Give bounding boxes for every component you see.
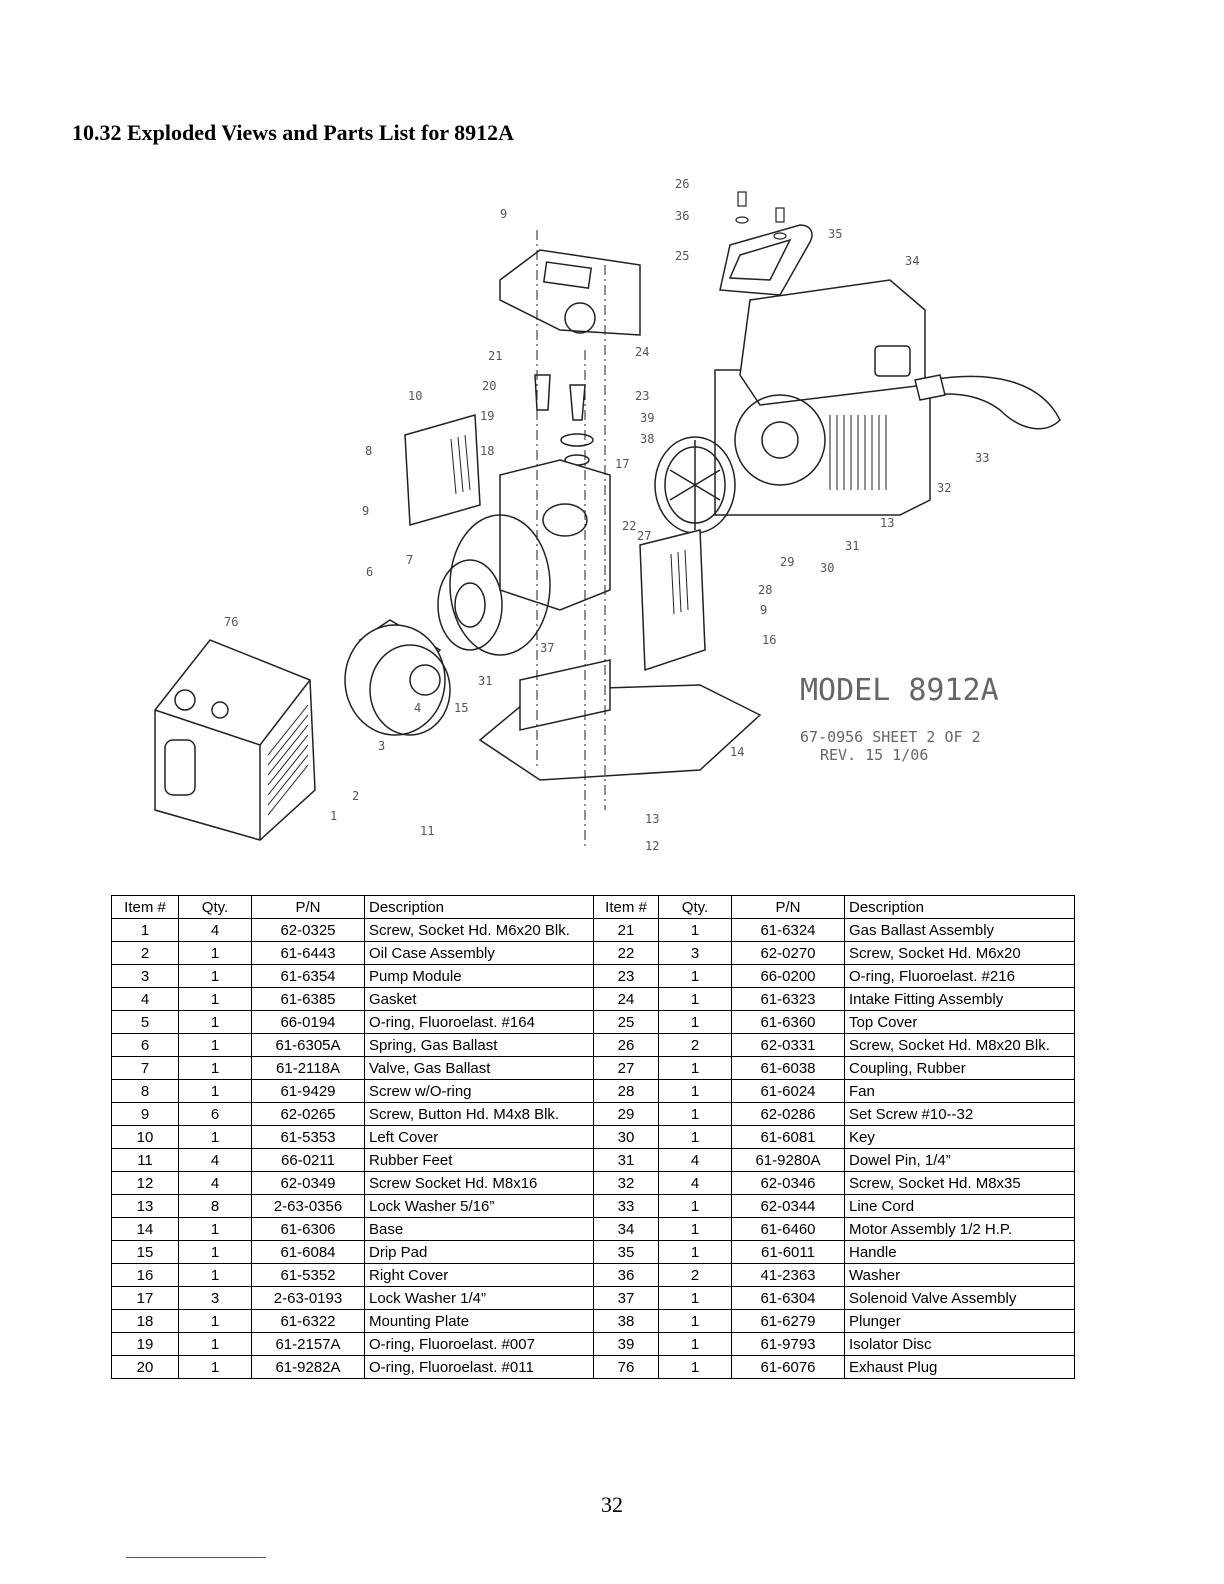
table-cell: Solenoid Valve Assembly (845, 1287, 1075, 1310)
callout: 26 (675, 177, 690, 191)
table-cell: 61-6354 (252, 965, 365, 988)
table-cell: 1 (179, 1264, 252, 1287)
table-cell: Oil Case Assembly (365, 942, 594, 965)
table-cell: 61-6024 (732, 1080, 845, 1103)
callout: 22 (622, 519, 637, 533)
callout: 27 (637, 529, 652, 543)
table-cell: 2-63-0356 (252, 1195, 365, 1218)
table-cell: 1 (659, 1057, 732, 1080)
table-cell: 20 (112, 1356, 179, 1379)
table-cell: 1 (659, 1287, 732, 1310)
table-cell: 62-0344 (732, 1195, 845, 1218)
table-cell: Gas Ballast Assembly (845, 919, 1075, 942)
table-cell: 9 (112, 1103, 179, 1126)
table-cell: 1 (659, 1103, 732, 1126)
table-cell: 76 (594, 1356, 659, 1379)
table-cell: 61-6460 (732, 1218, 845, 1241)
table-cell: 66-0200 (732, 965, 845, 988)
table-cell: 1 (179, 1333, 252, 1356)
column-header: P/N (252, 896, 365, 919)
callout: 35 (828, 227, 843, 241)
right-cover (640, 530, 705, 670)
table-cell: 62-0349 (252, 1172, 365, 1195)
table-cell: 61-6305A (252, 1034, 365, 1057)
oil-case (155, 640, 315, 840)
exploded-view-drawing (140, 170, 1090, 870)
table-cell: O-ring, Fluoroelast. #164 (365, 1011, 594, 1034)
table-cell: Screw Socket Hd. M8x16 (365, 1172, 594, 1195)
table-cell: 62-0346 (732, 1172, 845, 1195)
table-cell: Screw, Button Hd. M4x8 Blk. (365, 1103, 594, 1126)
callout: 18 (480, 444, 495, 458)
table-cell: Line Cord (845, 1195, 1075, 1218)
table-cell: 41-2363 (732, 1264, 845, 1287)
callout: 30 (820, 561, 835, 575)
table-cell: 61-6324 (732, 919, 845, 942)
table-cell: 29 (594, 1103, 659, 1126)
callout: 1 (330, 809, 338, 823)
callout: 12 (645, 839, 660, 853)
table-cell: 66-0211 (252, 1149, 365, 1172)
table-cell: 62-0325 (252, 919, 365, 942)
table-row (112, 1287, 1075, 1310)
table-cell: 7 (112, 1057, 179, 1080)
table-cell: 27 (594, 1057, 659, 1080)
table-cell: Screw, Socket Hd. M6x20 (845, 942, 1075, 965)
callout: 25 (675, 249, 690, 263)
table-header-row (112, 896, 1075, 919)
table-cell: 1 (179, 1034, 252, 1057)
table-row (112, 1126, 1075, 1149)
table-cell: Spring, Gas Ballast (365, 1034, 594, 1057)
table-cell: 62-0270 (732, 942, 845, 965)
callout: 13 (880, 516, 895, 530)
table-cell: 61-6306 (252, 1218, 365, 1241)
table-cell: 1 (179, 1241, 252, 1264)
table-row (112, 1080, 1075, 1103)
table-cell: 21 (594, 919, 659, 942)
table-cell: 3 (659, 942, 732, 965)
table-cell: 34 (594, 1218, 659, 1241)
table-cell: 37 (594, 1287, 659, 1310)
table-cell: Key (845, 1126, 1075, 1149)
table-row (112, 942, 1075, 965)
table-cell: 61-6323 (732, 988, 845, 1011)
table-cell: 11 (112, 1149, 179, 1172)
table-cell: 62-0331 (732, 1034, 845, 1057)
table-cell: 61-6081 (732, 1126, 845, 1149)
table-cell: 33 (594, 1195, 659, 1218)
table-cell: 2 (659, 1034, 732, 1057)
table-row (112, 1356, 1075, 1379)
callout: 4 (414, 701, 422, 715)
callout: 9 (500, 207, 508, 221)
table-cell: 61-6385 (252, 988, 365, 1011)
table-cell: 5 (112, 1011, 179, 1034)
table-row (112, 1057, 1075, 1080)
table-cell: Gasket (365, 988, 594, 1011)
callout: 37 (540, 641, 555, 655)
table-cell: Coupling, Rubber (845, 1057, 1075, 1080)
table-cell: 1 (179, 942, 252, 965)
callout: 39 (640, 411, 655, 425)
table-cell: 8 (179, 1195, 252, 1218)
table-cell: 2 (659, 1264, 732, 1287)
model-label: MODEL 8912A (800, 673, 999, 708)
table-cell: Set Screw #10--32 (845, 1103, 1075, 1126)
table-cell: 3 (179, 1287, 252, 1310)
table-cell: 4 (179, 1149, 252, 1172)
table-row (112, 1011, 1075, 1034)
table-row (112, 1218, 1075, 1241)
table-cell: 1 (659, 965, 732, 988)
table-cell: 13 (112, 1195, 179, 1218)
table-cell: 61-5352 (252, 1264, 365, 1287)
table-cell: 61-6011 (732, 1241, 845, 1264)
table-cell: 62-0286 (732, 1103, 845, 1126)
column-header: Qty. (659, 896, 732, 919)
table-cell: 1 (179, 1310, 252, 1333)
left-cover (405, 415, 480, 525)
table-cell: 16 (112, 1264, 179, 1287)
table-cell: 61-2157A (252, 1333, 365, 1356)
table-cell: Right Cover (365, 1264, 594, 1287)
table-cell: 23 (594, 965, 659, 988)
callout: 13 (645, 812, 660, 826)
callout: 9 (362, 504, 370, 518)
table-row (112, 1195, 1075, 1218)
table-cell: Fan (845, 1080, 1075, 1103)
table-cell: 14 (112, 1218, 179, 1241)
callout: 34 (905, 254, 920, 268)
table-cell: 1 (659, 1241, 732, 1264)
table-row (112, 1103, 1075, 1126)
column-header: P/N (732, 896, 845, 919)
table-cell: O-ring, Fluoroelast. #007 (365, 1333, 594, 1356)
exploded-view-diagram (140, 170, 1090, 870)
table-row (112, 1333, 1075, 1356)
table-cell: 61-2118A (252, 1057, 365, 1080)
callout: 8 (365, 444, 373, 458)
table-cell: 61-9280A (732, 1149, 845, 1172)
table-cell: Pump Module (365, 965, 594, 988)
motor-assembly (715, 280, 1060, 515)
table-cell: 1 (659, 1011, 732, 1034)
callout: 31 (845, 539, 860, 553)
table-cell: 17 (112, 1287, 179, 1310)
table-cell: Screw, Socket Hd. M6x20 Blk. (365, 919, 594, 942)
table-cell: 61-6322 (252, 1310, 365, 1333)
table-cell: 66-0194 (252, 1011, 365, 1034)
callout: 11 (420, 824, 435, 838)
table-cell: 1 (659, 1126, 732, 1149)
table-cell: 25 (594, 1011, 659, 1034)
table-cell: 1 (659, 1080, 732, 1103)
page-number: 32 (601, 1492, 623, 1517)
table-cell: 31 (594, 1149, 659, 1172)
table-cell: Lock Washer 1/4” (365, 1287, 594, 1310)
table-cell: 18 (112, 1310, 179, 1333)
table-cell: Isolator Disc (845, 1333, 1075, 1356)
table-row (112, 1264, 1075, 1287)
callout: 24 (635, 345, 650, 359)
table-cell: Base (365, 1218, 594, 1241)
table-cell: 61-6279 (732, 1310, 845, 1333)
table-cell: Top Cover (845, 1011, 1075, 1034)
callout: 16 (762, 633, 777, 647)
table-cell: 1 (179, 988, 252, 1011)
table-cell: 19 (112, 1333, 179, 1356)
table-cell: Screw, Socket Hd. M8x20 Blk. (845, 1034, 1075, 1057)
table-cell: 4 (659, 1149, 732, 1172)
table-cell: 1 (659, 1218, 732, 1241)
table-cell: 22 (594, 942, 659, 965)
table-cell: 61-6084 (252, 1241, 365, 1264)
table-cell: 3 (112, 965, 179, 988)
gasket (438, 560, 502, 650)
table-cell: 1 (179, 1218, 252, 1241)
table-cell: 61-6443 (252, 942, 365, 965)
table-cell: Exhaust Plug (845, 1356, 1075, 1379)
table-cell: 8 (112, 1080, 179, 1103)
table-cell: 1 (179, 1080, 252, 1103)
callout: 76 (224, 615, 239, 629)
table-cell: 1 (659, 988, 732, 1011)
table-cell: Drip Pad (365, 1241, 594, 1264)
callout: 7 (406, 553, 414, 567)
table-cell: Lock Washer 5/16” (365, 1195, 594, 1218)
table-cell: 2-63-0193 (252, 1287, 365, 1310)
table-cell: 61-6076 (732, 1356, 845, 1379)
table-cell: 62-0265 (252, 1103, 365, 1126)
table-row (112, 1241, 1075, 1264)
table-cell: 39 (594, 1333, 659, 1356)
page-title: 10.32 Exploded Views and Parts List for 8912A (72, 120, 515, 145)
table-cell: Mounting Plate (365, 1310, 594, 1333)
table-cell: 24 (594, 988, 659, 1011)
table-cell: 36 (594, 1264, 659, 1287)
table-cell: 1 (179, 1011, 252, 1034)
table-cell: 1 (659, 1195, 732, 1218)
table-cell: 1 (112, 919, 179, 942)
column-header: Item # (112, 896, 179, 919)
callout: 19 (480, 409, 495, 423)
table-cell: 26 (594, 1034, 659, 1057)
callout: 31 (478, 674, 493, 688)
table-cell: 61-9429 (252, 1080, 365, 1103)
table-cell: Screw, Socket Hd. M8x35 (845, 1172, 1075, 1195)
column-header: Description (365, 896, 594, 919)
callout: 21 (488, 349, 503, 363)
table-cell: 1 (179, 1126, 252, 1149)
callout: 14 (730, 745, 745, 759)
table-cell: O-ring, Fluoroelast. #216 (845, 965, 1075, 988)
pump-cylinder (345, 620, 450, 735)
table-row (112, 965, 1075, 988)
table-cell: Left Cover (365, 1126, 594, 1149)
callout: 23 (635, 389, 650, 403)
parts-list-table (111, 895, 1075, 1379)
table-row (112, 919, 1075, 942)
table-cell: 15 (112, 1241, 179, 1264)
table-cell: 1 (179, 1057, 252, 1080)
table-cell: 1 (659, 1310, 732, 1333)
table-cell: 38 (594, 1310, 659, 1333)
callout: 36 (675, 209, 690, 223)
table-cell: 1 (659, 919, 732, 942)
callout: 2 (352, 789, 360, 803)
callout: 9 (760, 603, 768, 617)
table-cell: O-ring, Fluoroelast. #011 (365, 1356, 594, 1379)
table-cell: 35 (594, 1241, 659, 1264)
table-cell: Plunger (845, 1310, 1075, 1333)
table-cell: 61-6360 (732, 1011, 845, 1034)
table-cell: Dowel Pin, 1/4” (845, 1149, 1075, 1172)
table-cell: 6 (179, 1103, 252, 1126)
table-cell: 6 (112, 1034, 179, 1057)
table-cell: 30 (594, 1126, 659, 1149)
table-cell: 10 (112, 1126, 179, 1149)
top-cover (500, 250, 640, 335)
table-cell: Rubber Feet (365, 1149, 594, 1172)
callout: 33 (975, 451, 990, 465)
callout: 28 (758, 583, 773, 597)
table-cell: 4 (112, 988, 179, 1011)
table-cell: Screw w/O-ring (365, 1080, 594, 1103)
table-cell: 61-6304 (732, 1287, 845, 1310)
callout: 10 (408, 389, 423, 403)
table-cell: 1 (659, 1333, 732, 1356)
table-cell: Intake Fitting Assembly (845, 988, 1075, 1011)
table-cell: 28 (594, 1080, 659, 1103)
callout: 32 (937, 481, 952, 495)
table-row (112, 1310, 1075, 1333)
callout: 6 (366, 565, 374, 579)
drawing-reference: 67-0956 SHEET 2 OF 2 (800, 728, 981, 746)
callout: 29 (780, 555, 795, 569)
callout: 15 (454, 701, 469, 715)
column-header: Qty. (179, 896, 252, 919)
table-row (112, 1172, 1075, 1195)
table-cell: 61-6038 (732, 1057, 845, 1080)
table-cell: 2 (112, 942, 179, 965)
callout: 3 (378, 739, 386, 753)
table-cell: 1 (179, 965, 252, 988)
callout: 20 (482, 379, 497, 393)
footnote-rule (126, 1557, 266, 1558)
table-cell: Washer (845, 1264, 1075, 1287)
table-row (112, 988, 1075, 1011)
table-cell: 1 (659, 1356, 732, 1379)
column-header: Description (845, 896, 1075, 919)
revision-label: REV. 15 1/06 (820, 746, 929, 764)
handle (720, 225, 812, 295)
table-cell: Valve, Gas Ballast (365, 1057, 594, 1080)
table-cell: 61-5353 (252, 1126, 365, 1149)
table-cell: Handle (845, 1241, 1075, 1264)
table-cell: 61-9793 (732, 1333, 845, 1356)
callout: 17 (615, 457, 630, 471)
table-cell: Motor Assembly 1/2 H.P. (845, 1218, 1075, 1241)
table-cell: 1 (179, 1356, 252, 1379)
callout: 38 (640, 432, 655, 446)
table-cell: 4 (179, 919, 252, 942)
table-cell: 4 (659, 1172, 732, 1195)
table-cell: 4 (179, 1172, 252, 1195)
table-cell: 61-9282A (252, 1356, 365, 1379)
table-row (112, 1034, 1075, 1057)
table-row (112, 1149, 1075, 1172)
table-cell: 32 (594, 1172, 659, 1195)
column-header: Item # (594, 896, 659, 919)
table-cell: 12 (112, 1172, 179, 1195)
